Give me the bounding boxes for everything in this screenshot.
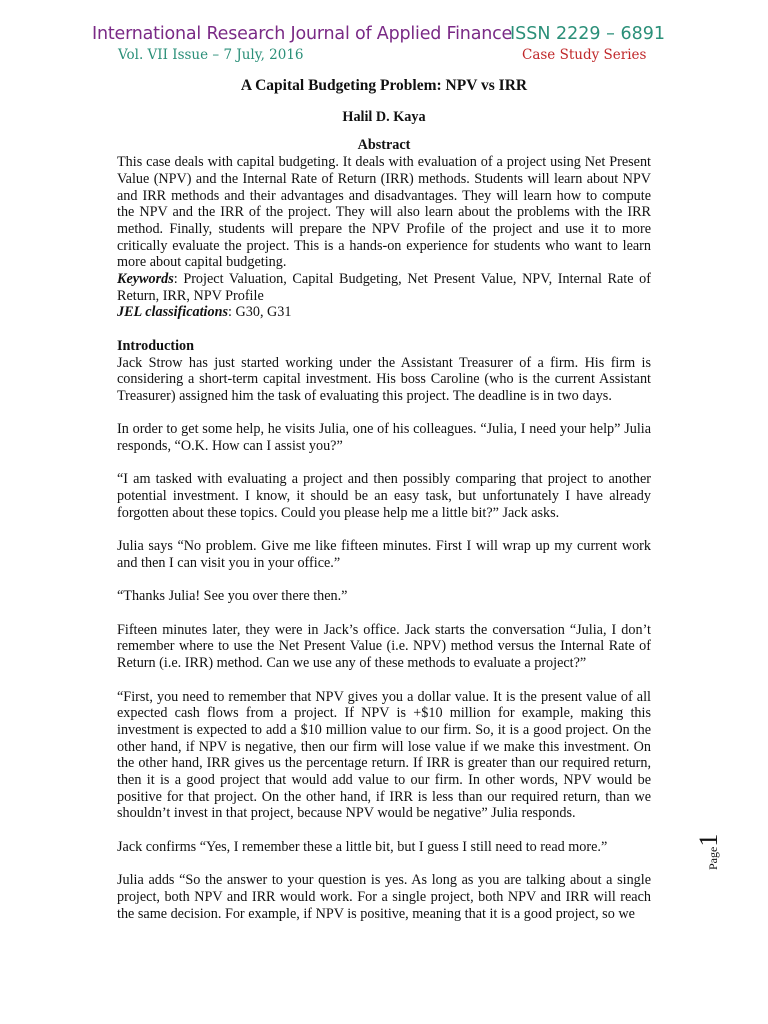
jel-label: JEL classifications (117, 304, 229, 321)
keywords-label: Keywords (117, 271, 174, 288)
article-author: Halil D. Kaya (342, 108, 426, 125)
paragraph: Julia adds “So the answer to your question is yes. As long as you are talking about a single project, both NPV and IRR would work. For a single project, both NPV and IRR will reach the same decision. For example, if NPV is positive, meaning that it is a good project, so we (117, 872, 651, 922)
paragraph: Jack confirms “Yes, I remember these a little bit, but I guess I still need to read more.” (117, 838, 608, 855)
issn: ISSN 2229 – 6891 (510, 24, 665, 44)
introduction-heading: Introduction (117, 337, 194, 354)
keywords-text: : Project Valuation, Capital Budgeting, Net Present Value, NPV, Internal Rate of Return, IRR, NPV Profile (117, 271, 651, 304)
paragraph: Jack Strow has just started working under the Assistant Treasurer of a firm. His firm is considering a short-term capital investment. His boss Caroline (who is the current Assistant Treasurer) assigned him the task of evaluating this project. The deadline is in two days. (117, 354, 651, 404)
paragraph: “First, you need to remember that NPV gives you a dollar value. It is the present value of all expected cash flows from a project. If NPV is +$10 million for example, making this investment is expected to add a $10 million value to our firm. So, it is a good project. On the other hand, if NPV is negative, then our firm will lose value if we make this investment. On the other hand, IRR gives us the percentage return. If IRR is greater than our required return, then it is a good project that would add value to our firm. In other words, NPV would be positive for that project. On the other hand, if IRR is less than our required return, than we shouldn’t invest in that project, because NPV would be negative” Julia responds. (117, 688, 651, 822)
jel-text: : G30, G31 (228, 304, 292, 321)
keywords-line (117, 271, 651, 304)
page-label: Page (706, 846, 720, 870)
abstract-heading: Abstract (357, 137, 411, 154)
journal-name: International Research Journal of Applied Finance (92, 24, 513, 44)
journal-header (92, 24, 665, 68)
jel-line (117, 304, 651, 321)
paragraph: “I am tasked with evaluating a project and then possibly comparing that project to another potential investment. I know, it should be an easy task, but unfortunately I have already forgotten about these topics. Could you please help me a little bit?” Jack asks. (117, 471, 651, 521)
page-number (694, 830, 734, 870)
series-label: Case Study Series (522, 47, 647, 63)
paragraph: In order to get some help, he visits Julia, one of his colleagues. “Julia, I need your help” Julia responds, “O.K. How can I assist you?” (117, 421, 651, 455)
abstract-text: This case deals with capital budgeting. It deals with evaluation of a project using Net Present Value (NPV) and the Internal Rate of Return (IRR) methods. Students will learn about NPV and IRR methods and their advantages and disadvantages. They will learn how to compute the NPV and the IRR of the project. They will also learn about the problems with the IRR method. Finally, students will prepare the NPV Profile of the project and use it to more critically evaluate the project. This is a hands-on experience for students who want to learn more about capital budgeting. (117, 154, 651, 271)
paragraph: Fifteen minutes later, they were in Jack’s office. Jack starts the conversation “Julia, I don’t remember where to use the Net Present Value (i.e. NPV) method versus the Internal Rate of Return (i.e. IRR) method. Can we use any of these methods to evaluate a project?” (117, 621, 651, 672)
article-title: A Capital Budgeting Problem: NPV vs IRR (240, 77, 528, 94)
paragraph: Julia says “No problem. Give me like fifteen minutes. First I will wrap up my current work and then I can visit you in your office.” (117, 538, 651, 571)
article-body (117, 78, 651, 922)
paragraph: “Thanks Julia! See you over there then.” (117, 588, 348, 605)
volume-issue: Vol. VII Issue – 7 July, 2016 (118, 47, 304, 63)
page-number-value: 1 (694, 833, 723, 847)
